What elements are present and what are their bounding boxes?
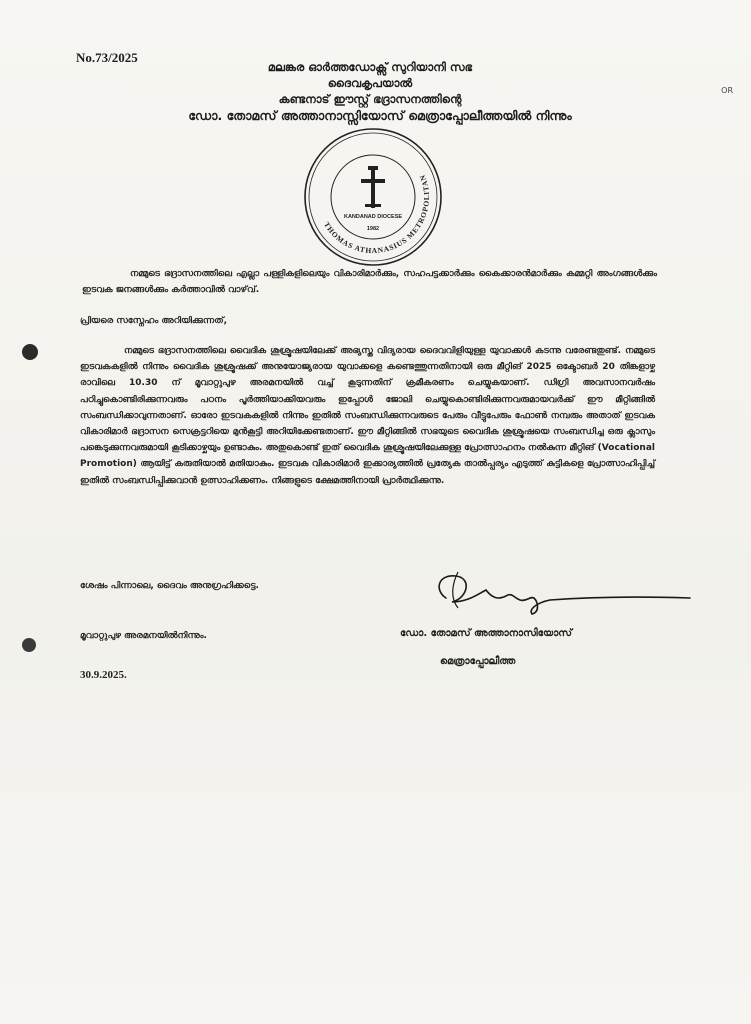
signer-title: മെത്രാപ്പോലീത്ത — [440, 656, 516, 667]
header-grace-line: ദൈവകൃപയാൽ — [327, 76, 413, 90]
reference-number: No.73/2025 — [76, 50, 138, 65]
place-line: മൂവാറ്റുപുഴ അരമനയിൽനിന്നും. — [80, 631, 207, 641]
seal-outer-text: THOMAS ATHANASIUS METROPOLITAN — [322, 173, 432, 256]
address-line: നമ്മുടെ ഭദ്രാസനത്തിലെ എല്ലാ പള്ളികളിലെയും വികാരിമാർക്കും, സഹപട്ടക്കാർക്കും കൈക്കാരൻമാർക്കും കമ്മറ്റി അംഗങ്ങൾക്കും ഇടവക ജനങ്ങൾക്കും കർത്താവിൽ വാഴ്‌വ്. — [82, 269, 657, 296]
cross-icon — [361, 166, 385, 208]
seal-year: 1982 — [366, 226, 380, 232]
punch-hole — [22, 638, 36, 652]
letter-body: നമ്മുടെ ഭദ്രാസനത്തിലെ വൈദിക ശുശ്രൂഷയിലേക്ക് അഭ്യസ്ത വിദ്യരായ ദൈവവിളിയുള്ള യുവാക്കൾ കടന്നു വരേണ്ടതുണ്ട്. നമ്മുടെ ഇടവകകളിൽ നിന്നും വൈദിക ശുശ്രൂഷക്ക് അനുയോജ്യരായ യുവാക്കളെ കണ്ടെത്തുന്നതിനായി ഒരു മീറ്റിങ് 2025 ഒക്ടോബർ 20 തിങ്കളാഴ്ച രാവിലെ 10.30 ന് മൂവാറ്റുപുഴ അരമനയിൽ വച്ച് കൂടുന്നതിന് ക്രമീകരണം ചെയ്യുകയാണ്. ഡിഗ്രി അവസാനവർഷം പഠിച്ചുകൊണ്ടിരിക്കുന്നവരും പഠനം പൂർത്തിയാക്കിയവരും ഇപ്പോൾ ജോലി ചെയ്യുകൊണ്ടിരിക്കുന്നവരുമായവർക്ക് ഈ മീറ്റിങ്ങിൽ സംബന്ധിക്കാവുന്നതാണ്. ഓരോ ഇടവകകളിൽ നിന്നും ഇതിൽ സംബന്ധിക്കുന്നവരുടെ പേരും വീട്ടുപേരും ഫോൺ നമ്പരും അതാത് ഇടവക വികാരിമാർ ഭദ്രാസന സെക്രട്ടറിയെ മുൻകൂട്ടി അറിയിക്കേണ്ടതാണ്. ഈ മീറ്റിങ്ങിൽ സഭയുടെ വൈദിക ശുശ്രൂഷയെ സംബന്ധിച്ച ഒരു ക്ലാസും പങ്കെടുക്കുന്നവരുമായി കൂടിക്കാഴ്ചയും ഉണ്ടാകും. അതുകൊണ്ട് ഇത് വൈദിക ശുശ്രൂഷയിലേക്കുള്ള പ്രോത്സാഹനം നൽകുന്ന മീറ്റിങ് (Vocational Promotion) ആയിട്ട് കരുതിയാൽ മതിയാകും. ഇടവക വികാരിമാർ ഇക്കാര്യത്തിൽ പ്രത്യേക താൽപ്പര്യം എടുത്ത് കുട്ടികളെ പ്രോത്സാഹിപ്പിച്ച് ഇതിൽ സംബന്ധിപ്പിക്കുവാൻ ഉത്സാഹിക്കണം. നിങ്ങളുടെ ക്ഷേമത്തിനായി പ്രാർത്ഥിക്കുന്നു. — [80, 346, 655, 486]
closing-line: ശേഷം പിന്നാലെ, ദൈവം അനുഗ്രഹിക്കട്ടെ. — [80, 581, 259, 591]
header-church-name: മലങ്കര ഓർത്തഡോക്സ് സുറിയാനി സഭ — [267, 60, 473, 74]
signature — [428, 568, 698, 618]
edge-mark: OR — [721, 86, 733, 95]
greeting: പ്രിയരെ സസ്നേഹം അറിയിക്കുന്നത്, — [80, 316, 228, 326]
letter-date: 30.9.2025. — [80, 669, 127, 681]
punch-hole — [22, 344, 38, 360]
seal-inner-text: KANDANAD DIOCESE — [343, 214, 403, 220]
diocese-seal — [302, 126, 444, 268]
signer-name: ഡോ. തോമസ് അത്താനാസിയോസ് — [400, 628, 573, 639]
header-diocese: കണ്ടനാട് ഈസ്റ്റ് ഭദ്രാസനത്തിന്റെ — [278, 92, 462, 106]
header-metropolitan: ഡോ. തോമസ് അത്താനാസ്സിയോസ് മെത്രാപ്പോലീത്തയിൽ നിന്നും — [188, 108, 572, 123]
